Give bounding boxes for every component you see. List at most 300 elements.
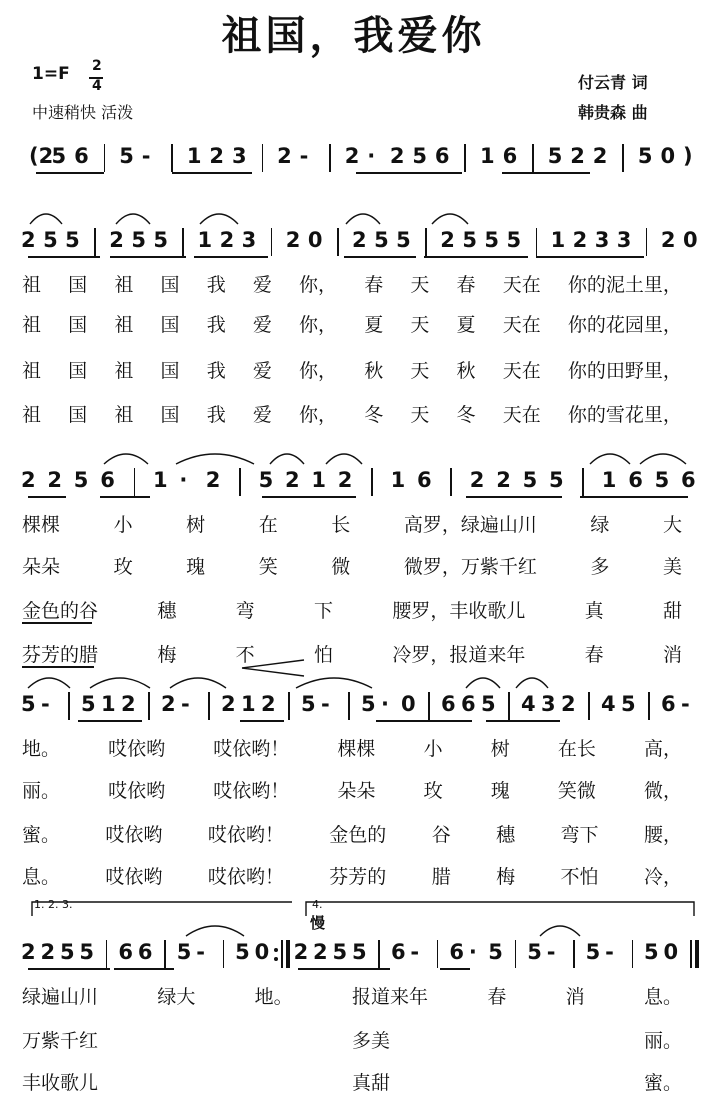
lyric-underline [22, 666, 94, 668]
lyric-syllable: 棵棵 [337, 738, 376, 760]
slur [90, 678, 150, 688]
staff-note: 5 [258, 468, 274, 492]
staff-note: 6 [502, 144, 518, 168]
staff-note: 2 [352, 228, 367, 252]
staff-note: · [367, 144, 376, 168]
staff-note: 6 [137, 940, 153, 964]
staff-note: 1 [390, 468, 406, 492]
slur [346, 214, 380, 224]
staff-note: 5 [488, 940, 503, 964]
lyric-syllable: 瑰 [490, 780, 510, 802]
staff-note: 1 [480, 144, 495, 168]
lyric-line [22, 510, 682, 537]
staff-note: 2 [21, 228, 36, 252]
lyric-syllable: 朵朵 [337, 780, 376, 802]
staff-note: 3 [231, 144, 247, 168]
lyric-line [22, 1068, 682, 1095]
staff-note: (2 [29, 144, 54, 168]
staff-note: 1 [241, 692, 256, 716]
lyric-line [22, 982, 682, 1009]
barline [171, 144, 173, 172]
staff-note: 2 [285, 468, 300, 492]
lyric-syllable: 在长 [557, 738, 596, 760]
staff-note: - [321, 692, 330, 716]
repeat-dot [274, 957, 278, 961]
eighth-beam [78, 720, 142, 722]
slur [104, 454, 148, 464]
eighth-beam [28, 968, 110, 970]
slow-marking: 慢 [310, 914, 326, 932]
lyric-syllable: 祖 [22, 360, 42, 382]
lyric-syllable: 高罗，绿遍山川 [403, 514, 537, 536]
lyricist-credit: 付云青 词 [578, 73, 648, 92]
volta-first-ending: 1. 2. 3. [34, 898, 73, 911]
staff-note: 5 [549, 468, 564, 492]
volta-bracket [306, 902, 694, 916]
lyric-line [22, 640, 682, 667]
lyric-syllable: 朵朵 [22, 556, 61, 578]
staff-note: 1 [601, 468, 617, 492]
staff-note: 5 [527, 940, 542, 964]
staff-note: 2 [205, 468, 221, 492]
staff-note: · [179, 468, 188, 492]
slur [432, 214, 468, 224]
lyric-syllable: 天在 [502, 360, 541, 382]
staff-note: - [141, 144, 151, 168]
staff-note: 5 [654, 468, 670, 492]
lyric-syllable: 在 [258, 514, 278, 536]
eighth-beam [536, 256, 644, 258]
staff-note: 5 [481, 692, 496, 716]
lyric-syllable: 爱 [252, 274, 272, 296]
slur [540, 926, 580, 936]
eighth-beam [100, 496, 150, 498]
staff-note: 2 [209, 144, 225, 168]
barline [208, 692, 210, 720]
staff-note: 0 [660, 144, 676, 168]
barline [104, 144, 106, 172]
staff-note: 5 [119, 144, 134, 168]
lyric-syllable: 国 [68, 360, 88, 382]
staff-note: 2 [389, 144, 405, 168]
eighth-beam [110, 256, 186, 258]
lyric-syllable: 蜜。 [22, 824, 61, 846]
barline-thick [286, 940, 290, 968]
staff-note: 0 [683, 228, 698, 252]
time-signature-bottom: 4 [92, 78, 102, 94]
staff-note: 6 [441, 692, 456, 716]
lyric-syllable: 秋 [456, 360, 476, 382]
barline [182, 228, 184, 256]
staff-note: - [181, 692, 190, 716]
staff-note: 5 [131, 228, 146, 252]
lyric-syllable: 大 [662, 514, 682, 536]
barline [425, 228, 427, 256]
staff-note: 2 [277, 144, 292, 168]
staff-note: 2 [21, 940, 36, 964]
lyric-syllable: 消 [565, 986, 585, 1008]
slur [296, 678, 372, 688]
staff-note: - [410, 940, 420, 964]
lyric-syllable: 高， [643, 738, 682, 760]
eighth-beam [424, 256, 528, 258]
lyric-syllable: 梅 [496, 866, 516, 888]
staff-note: 2 [219, 228, 235, 252]
staff-note: 1 [197, 228, 213, 252]
staff-note: 5 [522, 468, 538, 492]
lyric-syllable: 棵棵 [22, 514, 61, 536]
barline [437, 940, 439, 968]
staff-note: 5 [65, 228, 80, 252]
lyric-syllable: 小 [423, 738, 443, 760]
staff-note: 2 [109, 228, 124, 252]
staff-note: 5 [637, 144, 653, 168]
staff-note: 3 [541, 692, 556, 716]
barline [532, 144, 534, 172]
staff-note: - [681, 692, 690, 716]
lyric-syllable: 穗 [496, 824, 516, 846]
lyric-syllable: 秋 [364, 360, 384, 382]
lyric-syllable: 真甜 [351, 1072, 390, 1094]
lyric-syllable: 你， [299, 314, 338, 336]
barline [337, 228, 339, 256]
lyric-syllable: 地。 [254, 986, 293, 1008]
lyric-syllable: 消 [662, 644, 682, 666]
eighth-beam [580, 496, 688, 498]
staff-note: 6 [434, 144, 450, 168]
staff-note: 1 [311, 468, 327, 492]
lyric-syllable: 玫 [113, 556, 133, 578]
lyric-syllable: 冬 [364, 404, 384, 426]
staff-note: 3 [616, 228, 632, 252]
lyric-syllable: 我 [206, 274, 226, 296]
staff-note: 2 [261, 692, 276, 716]
lyric-syllable: 哎依哟 [108, 780, 166, 802]
lyric-syllable: 春 [364, 274, 384, 296]
barline [348, 692, 350, 720]
lyric-syllable: 谷 [431, 824, 451, 846]
staff-note: 2 [561, 692, 576, 716]
lyric-syllable: 绿大 [157, 986, 196, 1008]
staff-note: 5 [644, 940, 659, 964]
lyric-line [22, 270, 682, 297]
staff-note: 6 [390, 940, 406, 964]
slur [176, 454, 254, 464]
barline [588, 692, 590, 720]
lyric-syllable: 穗 [157, 600, 177, 622]
lyric-syllable: 天在 [502, 404, 541, 426]
staff-note: 2 [572, 228, 588, 252]
lyric-syllable: 腰罗，丰收歌儿 [392, 600, 526, 622]
staff-note: 5 [585, 940, 601, 964]
eighth-beam [240, 720, 284, 722]
barline [164, 940, 166, 968]
slur [200, 214, 238, 224]
staff-note: 0 [254, 940, 270, 964]
barline [68, 692, 70, 720]
staff-note: 0 [663, 940, 679, 964]
lyric-syllable: 地。 [22, 738, 61, 760]
lyric-syllable: 哎依哟！ [207, 866, 284, 888]
staff-note: 1 [153, 468, 168, 492]
key-signature: 1=F [32, 64, 70, 84]
lyric-syllable: 哎依哟 [108, 738, 166, 760]
staff-note: 2 [47, 468, 63, 492]
lyric-syllable: 你的田野里， [567, 360, 682, 382]
lyric-syllable: 天 [410, 404, 430, 426]
staff-note: 6 [118, 940, 133, 964]
lyric-syllable: 息。 [22, 866, 61, 888]
staff-note: 6 [74, 144, 89, 168]
lyric-syllable: 哎依哟 [105, 824, 163, 846]
song-title: 祖国，我爱你 [221, 12, 486, 59]
barline [690, 940, 692, 968]
lyric-syllable: 弯 [235, 600, 255, 622]
lyric-syllable: 小 [113, 514, 133, 536]
lyric-syllable: 我 [206, 360, 226, 382]
staff-note: 6 [628, 468, 643, 492]
slur [116, 214, 150, 224]
barline [239, 468, 241, 496]
barline [508, 692, 510, 720]
lyric-line [22, 356, 682, 383]
lyric-syllable: 国 [160, 274, 180, 296]
staff-note: 5 [176, 940, 192, 964]
eighth-beam [172, 172, 252, 174]
lyric-syllable: 春 [456, 274, 476, 296]
eighth-beam [440, 968, 470, 970]
staff-note: 2 [440, 228, 455, 252]
tempo-marking: 中速稍快 活泼 [32, 103, 134, 122]
lyric-syllable: 美 [662, 556, 682, 578]
lyric-syllable: 哎依哟 [105, 866, 163, 888]
barline [378, 940, 380, 968]
lyric-line [22, 400, 682, 427]
staff-note: 5 [43, 228, 58, 252]
lyric-syllable: 国 [68, 274, 88, 296]
barline [464, 144, 466, 172]
staff-note: 6 [417, 468, 432, 492]
lyric-syllable: 玫 [423, 780, 443, 802]
staff-note: 5 [621, 692, 636, 716]
lyric-syllable: 我 [206, 314, 226, 336]
staff-note: - [299, 144, 309, 168]
staff-note: 2 [469, 468, 485, 492]
lyric-syllable: 哎依哟！ [213, 738, 290, 760]
staff-note: 5 [79, 940, 95, 964]
lyric-syllable: 万紫千红 [22, 1030, 99, 1052]
slur [30, 214, 62, 224]
lyric-syllable: 你， [299, 360, 338, 382]
lyric-syllable: 你的泥土里， [567, 274, 682, 296]
staff-note: 1 [101, 692, 116, 716]
barline [262, 144, 264, 172]
staff-note: 5 [301, 692, 316, 716]
lyric-syllable: 冷， [643, 866, 682, 888]
staff-note: 1 [550, 228, 566, 252]
lyric-syllable: 春 [487, 986, 507, 1008]
barline [94, 228, 96, 256]
lyric-syllable: 天在 [502, 274, 541, 296]
lyric-syllable: 金色的谷 [22, 600, 99, 622]
staff-note: 5 [153, 228, 169, 252]
staff-note: · [468, 940, 477, 964]
eighth-beam [376, 720, 472, 722]
barline [582, 468, 584, 496]
staff-note: 5 [396, 228, 411, 252]
slur [516, 678, 548, 688]
staff-note: 2 [570, 144, 585, 168]
lyric-syllable: 冬 [456, 404, 476, 426]
lyric-syllable: 祖 [22, 274, 42, 296]
eighth-beam [344, 256, 416, 258]
slur [466, 678, 500, 688]
lyric-syllable: 祖 [22, 404, 42, 426]
barline [536, 228, 538, 256]
staff-note: 4 [601, 692, 616, 716]
staff-note: 2 [285, 228, 301, 252]
lyric-syllable: 息。 [643, 986, 682, 1008]
lyric-syllable: 国 [160, 360, 180, 382]
lyric-syllable: 长 [331, 514, 351, 536]
lyric-syllable: 国 [160, 404, 180, 426]
lyric-syllable: 金色的 [329, 824, 387, 846]
lyric-syllable: 腰， [643, 824, 682, 846]
eighth-beam [194, 256, 268, 258]
barline [573, 940, 575, 968]
barline [622, 144, 624, 172]
lyric-syllable: 你， [299, 404, 338, 426]
lyric-syllable: 天在 [502, 314, 541, 336]
staff-note: 5 [59, 940, 75, 964]
lyric-syllable: 不 [235, 644, 255, 666]
barline [281, 940, 283, 968]
lyric-syllable: 报道来年 [351, 986, 428, 1008]
eighth-beam [36, 172, 104, 174]
lyric-syllable: 祖 [22, 314, 42, 336]
lyric-syllable: 天 [410, 360, 430, 382]
staff-note: 5 [51, 144, 67, 168]
lyric-syllable: 我 [206, 404, 226, 426]
lyric-syllable: 你的花园里， [567, 314, 682, 336]
barline [646, 228, 648, 256]
barline [428, 692, 430, 720]
slur [326, 454, 362, 464]
eighth-beam [262, 496, 356, 498]
lyric-syllable: 树 [490, 738, 510, 760]
lyric-syllable: 下 [313, 600, 333, 622]
lyric-syllable: 绿遍山川 [22, 986, 99, 1008]
staff-note: 6 [681, 468, 696, 492]
staff-note: 5 [73, 468, 89, 492]
staff-note: 2 [344, 144, 360, 168]
staff-note: ) [683, 144, 693, 168]
lyric-syllable: 树 [186, 514, 206, 536]
staff-note: 2 [161, 692, 176, 716]
staff-note: 5 [506, 228, 522, 252]
staff-note: 5 [374, 228, 389, 252]
staff-note: 2 [592, 144, 608, 168]
staff-note: 2 [221, 692, 236, 716]
staff-note: 5 [332, 940, 348, 964]
lyric-syllable: 多美 [351, 1030, 390, 1052]
staff-note: 5 [352, 940, 367, 964]
staff-note: 5 [412, 144, 427, 168]
volta-fourth-ending: 4. [312, 898, 323, 911]
eighth-beam [28, 256, 100, 258]
staff-note: - [41, 692, 50, 716]
lyric-syllable: 爱 [252, 314, 272, 336]
lyric-syllable: 天 [410, 314, 430, 336]
barline [515, 940, 517, 968]
slur [28, 678, 70, 688]
staff-note: - [546, 940, 556, 964]
barline [223, 940, 225, 968]
lyric-syllable: 祖 [114, 274, 134, 296]
staff-note: 2 [337, 468, 353, 492]
lyric-syllable: 国 [68, 404, 88, 426]
lyric-syllable: 瑰 [186, 556, 206, 578]
lyric-syllable: 国 [160, 314, 180, 336]
lyric-syllable: 腊 [431, 866, 451, 888]
staff-note: 0 [307, 228, 323, 252]
lyric-syllable: 祖 [114, 314, 134, 336]
staff-note: 1 [186, 144, 202, 168]
lyric-syllable: 国 [68, 314, 88, 336]
staff-note: 5 [235, 940, 250, 964]
barline-thick [695, 940, 699, 968]
repeat-dot [274, 948, 278, 952]
lyric-syllable: 怕 [313, 644, 333, 666]
staff-note: 0 [401, 692, 416, 716]
staff-note: 2 [496, 468, 511, 492]
lyric-line [22, 596, 682, 623]
eighth-beam [466, 496, 562, 498]
staff-note: 5 [547, 144, 563, 168]
lyric-syllable: 丽。 [643, 1030, 682, 1052]
time-signature-top: 2 [92, 58, 102, 74]
eighth-beam [298, 968, 390, 970]
eighth-beam [28, 496, 66, 498]
lyric-syllable: 爱 [252, 360, 272, 382]
eighth-beam [356, 172, 462, 174]
lyric-syllable: 微， [643, 780, 682, 802]
slur [640, 454, 686, 464]
lyric-syllable: 哎依哟！ [207, 824, 284, 846]
eighth-beam [114, 968, 174, 970]
lyric-line [22, 1026, 682, 1053]
lyric-syllable: 笑微 [557, 780, 596, 802]
slur [186, 926, 244, 936]
staff-note: · [381, 692, 389, 716]
lyric-syllable: 祖 [114, 404, 134, 426]
barline [329, 144, 331, 172]
lyric-syllable: 冷罗，报道来年 [392, 644, 526, 666]
slur [270, 454, 304, 464]
staff-note: 4 [521, 692, 536, 716]
lyric-syllable: 祖 [114, 360, 134, 382]
lyric-syllable: 多 [590, 556, 610, 578]
barline [371, 468, 373, 496]
barline [288, 692, 290, 720]
staff-note: 6 [100, 468, 115, 492]
staff-note: 2 [40, 940, 56, 964]
lyric-syllable: 梅 [157, 644, 177, 666]
barline [271, 228, 273, 256]
lyric-line [22, 862, 682, 889]
staff-note: 5 [81, 692, 96, 716]
staff-note: 3 [241, 228, 257, 252]
